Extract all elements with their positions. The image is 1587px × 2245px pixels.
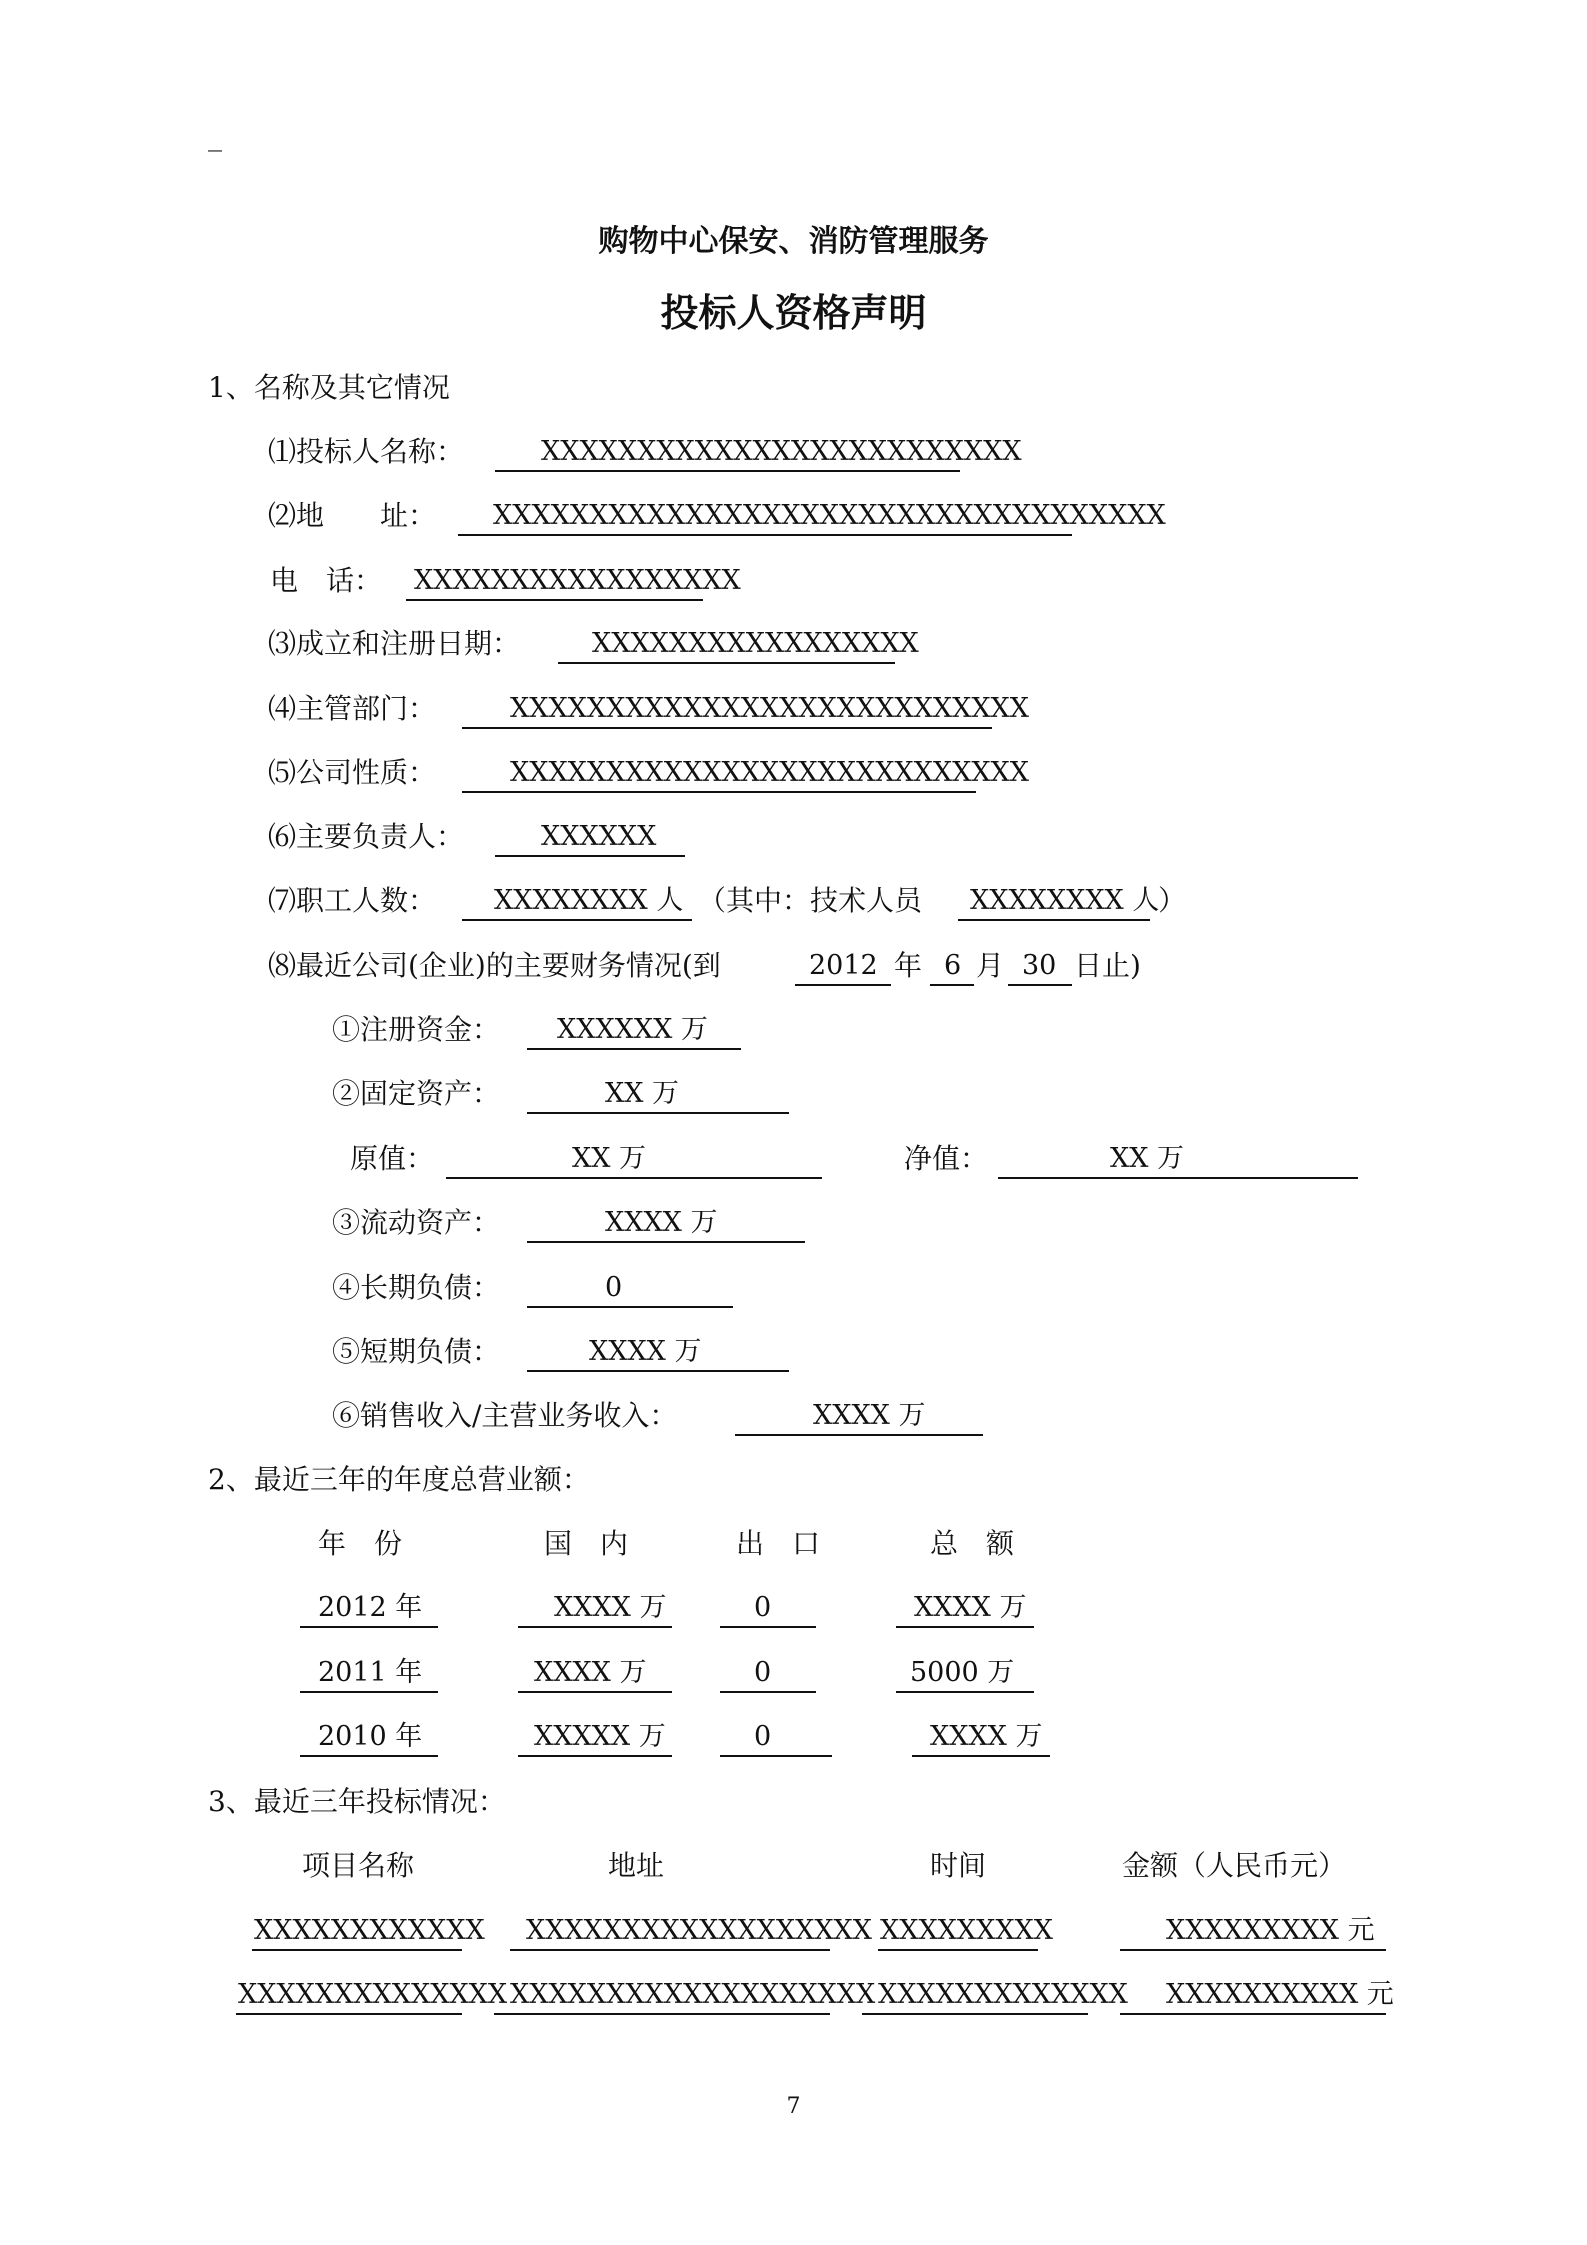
- bids-row2-time: [862, 1977, 1128, 2015]
- cell: XXXXXXXXX: [880, 1915, 1053, 1946]
- sales-field: [735, 1398, 983, 1436]
- document-title: 购物中心保安、消防管理服务: [598, 224, 989, 259]
- turnover-row-2010-domestic: [518, 1719, 672, 1757]
- address-label: ⑵地 址：: [268, 499, 437, 532]
- cell: XXXXXXXXXXXX: [254, 1915, 485, 1946]
- bids-row1-amount: [1120, 1913, 1386, 1951]
- phone-field: [406, 563, 741, 601]
- staff-value: XXXXXXXX 人: [494, 885, 684, 916]
- turnover-row-2012-domestic: [518, 1590, 672, 1628]
- finance-month: 6: [944, 950, 962, 981]
- cell: XXXX 万: [554, 1592, 667, 1623]
- cell: XXXX 万: [930, 1721, 1043, 1752]
- net-value-field: [998, 1141, 1358, 1179]
- cell: XXXX 万: [914, 1592, 1027, 1623]
- bids-row1-address: [510, 1913, 872, 1951]
- turnover-col-year: 年 份: [318, 1527, 403, 1560]
- finance-month-unit: 月: [976, 949, 1005, 982]
- dept-field: [462, 691, 1029, 729]
- capital-field: [527, 1012, 741, 1050]
- phone-value: XXXXXXXXXXXXXXXXX: [414, 565, 741, 596]
- address-value: XXXXXXXXXXXXXXXXXXXXXXXXXXXXXXXXXXX: [493, 500, 1166, 531]
- cell: XXXXXXXXXXXXXXXXXX: [526, 1915, 872, 1946]
- sales-label: ⑥销售收入/主营业务收入：: [332, 1399, 678, 1432]
- reg-date-label: ⑶成立和注册日期：: [268, 627, 521, 660]
- original-value-field: [446, 1141, 822, 1179]
- nature-label: ⑸公司性质：: [268, 756, 437, 789]
- bids-col-amount: 金额（人民币元）: [1122, 1849, 1347, 1882]
- current-assets-label: ③流动资产：: [332, 1206, 501, 1239]
- finance-year-field: [795, 948, 891, 986]
- cell: 0: [754, 1721, 772, 1752]
- leader-field: [495, 819, 685, 857]
- fixed-assets-label: ②固定资产：: [332, 1077, 501, 1110]
- cell: 0: [754, 1592, 772, 1623]
- cell: XXXXXXXXXXXXXX: [238, 1979, 508, 2010]
- document-subtitle: 投标人资格声明: [660, 291, 927, 335]
- section1-heading: 1、名称及其它情况: [208, 371, 450, 404]
- finance-end-text: 日止): [1074, 949, 1141, 982]
- short-debt-label: ⑤短期负债：: [332, 1335, 501, 1368]
- turnover-row-2011-domestic: [518, 1655, 672, 1693]
- tech-field: [958, 883, 1160, 921]
- turnover-row-2010-total: [912, 1719, 1050, 1757]
- reg-date-field: [558, 626, 919, 664]
- staff-mid-text: （其中：技术人员: [698, 884, 923, 917]
- page-number: 7: [786, 2094, 801, 2119]
- bids-row2-project: [236, 1977, 508, 2015]
- turnover-row-2011-total: [896, 1655, 1034, 1693]
- cell: 5000 万: [910, 1657, 1015, 1688]
- dept-label: ⑷主管部门：: [268, 692, 437, 725]
- bidder-name-label: ⑴投标人名称：: [268, 435, 465, 468]
- cell: XXXXXXXXXXXXXXXXXXX: [510, 1979, 876, 2010]
- turnover-row-2010-export: [720, 1719, 832, 1757]
- phone-label: 电 话：: [270, 564, 383, 597]
- bidder-name-field: [495, 434, 1022, 472]
- cell: XXXX 万: [534, 1657, 647, 1688]
- finance-label: ⑻最近公司(企业)的主要财务情况(到: [268, 949, 721, 982]
- tech-value: XXXXXXXX 人: [970, 885, 1160, 916]
- dept-value: XXXXXXXXXXXXXXXXXXXXXXXXXXX: [510, 693, 1029, 724]
- current-assets-field: [527, 1205, 805, 1243]
- leader-value: XXXXXX: [541, 821, 657, 852]
- cell: XXXXX 万: [534, 1721, 666, 1752]
- original-value: XX 万: [572, 1143, 647, 1174]
- cell: 2011 年: [318, 1657, 423, 1688]
- capital-label: ①注册资金：: [332, 1013, 501, 1046]
- staff-end-text: ）: [1158, 884, 1187, 917]
- bids-row1-project: [252, 1913, 485, 1951]
- finance-day: 30: [1022, 950, 1057, 981]
- long-debt-value: 0: [605, 1272, 623, 1303]
- header-mark: _: [208, 119, 222, 152]
- sales-value: XXXX 万: [813, 1400, 926, 1431]
- staff-field: [462, 883, 692, 921]
- cell: 0: [754, 1657, 772, 1688]
- net-value: XX 万: [1110, 1143, 1185, 1174]
- current-assets-value: XXXX 万: [605, 1207, 718, 1238]
- nature-field: [462, 755, 1029, 793]
- cell: 2010 年: [318, 1721, 423, 1752]
- finance-day-field: [1008, 948, 1072, 986]
- nature-value: XXXXXXXXXXXXXXXXXXXXXXXXXXX: [510, 757, 1029, 788]
- original-value-label: 原值：: [350, 1142, 435, 1175]
- turnover-row-2012-total: [896, 1590, 1034, 1628]
- section2-heading: 2、最近三年的年度总营业额：: [208, 1463, 590, 1496]
- bids-row2-address: [494, 1977, 876, 2015]
- bidder-name-value: XXXXXXXXXXXXXXXXXXXXXXXXX: [541, 436, 1022, 467]
- fixed-assets-value: XX 万: [605, 1078, 680, 1109]
- bids-col-time: 时间: [930, 1849, 987, 1882]
- cell: XXXXXXXXXX 元: [1166, 1979, 1394, 2010]
- fixed-assets-field: [527, 1076, 789, 1114]
- bids-row1-time: [878, 1913, 1053, 1951]
- short-debt-value: XXXX 万: [589, 1336, 702, 1367]
- reg-date-value: XXXXXXXXXXXXXXXXX: [592, 628, 919, 659]
- turnover-row-2011-year: [300, 1655, 438, 1693]
- cell: 2012 年: [318, 1592, 423, 1623]
- finance-month-field: [930, 948, 974, 986]
- address-field: [458, 498, 1166, 536]
- turnover-row-2012-year: [300, 1590, 438, 1628]
- leader-label: ⑹主要负责人：: [268, 820, 465, 853]
- turnover-col-total: 总 额: [930, 1527, 1015, 1560]
- cell: XXXXXXXXX 元: [1166, 1915, 1375, 1946]
- turnover-col-domestic: 国 内: [544, 1527, 629, 1560]
- short-debt-field: [527, 1334, 789, 1372]
- finance-year: 2012: [809, 950, 878, 981]
- bids-col-project: 项目名称: [302, 1849, 415, 1882]
- net-value-label: 净值：: [904, 1142, 989, 1175]
- turnover-col-export: 出 口: [736, 1527, 821, 1560]
- finance-year-unit: 年: [894, 949, 923, 982]
- cell: XXXXXXXXXXXXX: [878, 1979, 1128, 2010]
- capital-value: XXXXXX 万: [557, 1014, 708, 1045]
- bids-row2-amount: [1120, 1977, 1394, 2015]
- turnover-row-2011-export: [720, 1655, 816, 1693]
- long-debt-label: ④长期负债：: [332, 1271, 501, 1304]
- long-debt-field: [527, 1270, 733, 1308]
- bids-col-address: 地址: [608, 1849, 665, 1882]
- turnover-row-2012-export: [720, 1590, 816, 1628]
- turnover-row-2010-year: [300, 1719, 438, 1757]
- section3-heading: 3、最近三年投标情况：: [208, 1785, 506, 1818]
- staff-label: ⑺职工人数：: [268, 884, 437, 917]
